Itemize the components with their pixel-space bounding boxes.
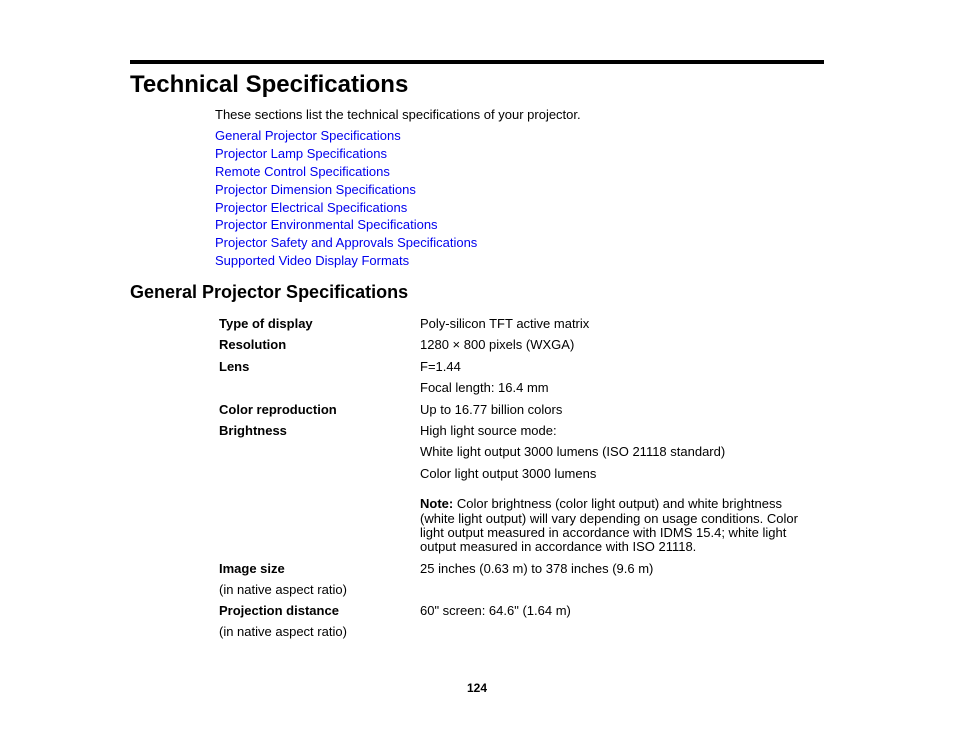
spec-value-line: Up to 16.77 billion colors [420,401,563,417]
toc-item [215,253,477,271]
note-label: Note: [420,496,454,512]
header-rule [130,60,824,64]
spec-label: Type of display [219,316,313,331]
spec-label-group [219,561,420,603]
toc-link-dimension[interactable]: Projector Dimension Specifications [215,181,416,197]
spec-value [420,423,805,561]
toc-item [215,128,477,146]
spec-row-lens [219,359,819,402]
toc-link-environmental[interactable]: Projector Environmental Specifications [215,217,438,233]
spec-label: Resolution [219,337,287,353]
spec-value [420,561,805,603]
spec-label: Color reproduction [219,401,337,417]
toc-link-electrical[interactable]: Projector Electrical Specifications [215,199,408,215]
note-text: Color brightness (color light output) and white brightness (white light output) will vary depending on usage conditions. Color light output measured in accordance with IDMS 15.4; white light output measured in accordance with ISO 21118. [420,496,798,555]
toc-link-video-formats[interactable]: Supported Video Display Formats [215,253,410,269]
spec-value-line: High light source mode: [420,422,557,438]
spec-value [420,603,805,645]
spec-value [420,359,805,402]
spec-value [420,316,805,337]
toc-list [215,128,477,271]
spec-label: Brightness [219,422,287,438]
toc-link-safety[interactable]: Projector Safety and Approvals Specifications [215,235,478,251]
intro-text: These sections list the technical specifications of your projector. [215,107,581,122]
spec-row-image-size [219,561,819,603]
spec-sublabel: (in native aspect ratio) [219,623,347,639]
spec-row-resolution [219,337,819,358]
toc-item [215,146,477,164]
spec-value-line: 60" screen: 64.6" (1.64 m) [420,602,571,618]
toc-link-lamp[interactable]: Projector Lamp Specifications [215,145,387,161]
spec-value-line: White light output 3000 lumens (ISO 21118 standard) [420,444,726,460]
brightness-note [420,497,805,555]
spec-value-line: Poly-silicon TFT active matrix [420,316,590,331]
spec-label: Projection distance [219,602,339,618]
toc-link-general[interactable]: General Projector Specifications [215,128,401,143]
spec-table [219,316,819,645]
spec-row-projection-distance [219,603,819,645]
spec-value-line: Color light output 3000 lumens [420,465,597,481]
section-title: General Projector Specifications [130,282,409,302]
spec-value [420,402,805,423]
toc-item [215,217,477,235]
spec-row-type-of-display [219,316,819,337]
spec-value-line: 1280 × 800 pixels (WXGA) [420,337,575,353]
spec-label-group [219,603,420,645]
spec-value-line: Focal length: 16.4 mm [420,380,549,396]
toc-link-remote[interactable]: Remote Control Specifications [215,163,390,179]
page-title: Technical Specifications [130,71,409,98]
toc-item [215,164,477,182]
spec-label: Lens [219,358,250,374]
toc-item [215,200,477,218]
toc-item [215,235,477,253]
spec-row-color-reproduction [219,402,819,423]
spec-value [420,337,805,358]
spec-row-brightness [219,423,819,561]
page-number: 124 [466,681,488,695]
toc-item [215,182,477,200]
spec-value-line: 25 inches (0.63 m) to 378 inches (9.6 m) [420,560,654,576]
spec-label: Image size [219,560,285,576]
spec-value-line: F=1.44 [420,358,461,374]
spec-sublabel: (in native aspect ratio) [219,581,347,597]
